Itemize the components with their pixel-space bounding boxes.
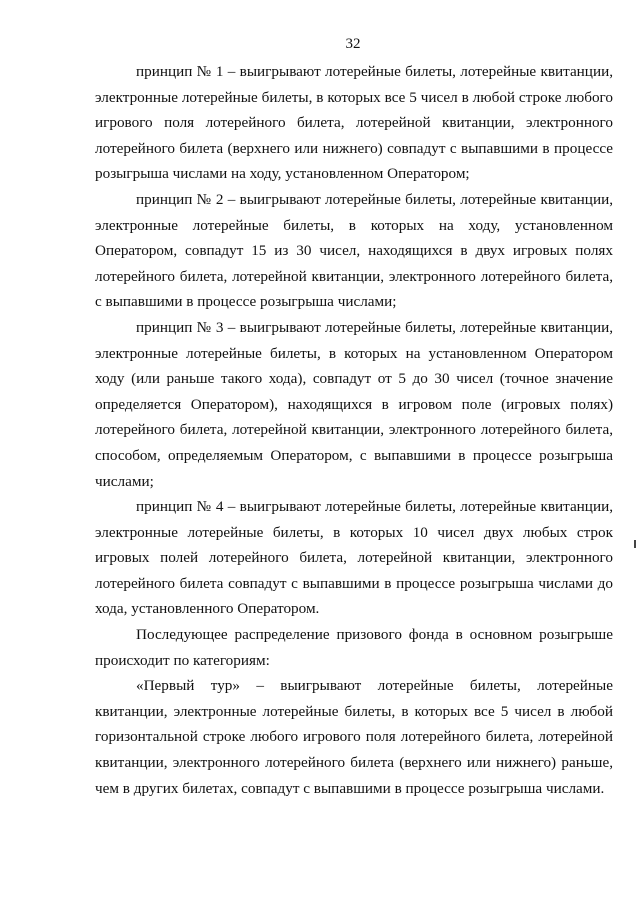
paragraph-prize-distribution: Последующее распределение призового фонда в основном розыгрыше происходит по категориям:	[95, 626, 613, 669]
page-number: 32	[345, 36, 361, 52]
paragraph-principle-1: принцип № 1 – выигрывают лотерейные билеты, лотерейные квитанции, электронные лотерейные билеты, в которых все 5 чисел в любой строке любого игрового поля лотерейного билета, лотерейной квитанции, электронного лотерейного билета (верхнего или нижнего) совпадут с выпавшими в процессе розыгрыша числами на ходу, установленном Оператором;	[95, 63, 613, 183]
paragraph-principle-4: принцип № 4 – выигрывают лотерейные билеты, лотерейные квитанции, электронные лотерейные билеты, в которых 10 чисел двух любых строк игровых полей лотерейного билета, лотерейной квитанции, электронного лотерейного билета совпадут с выпавшими в процессе розыгрыша числами до хода, установленного Оператором.	[95, 498, 613, 618]
paragraph-principle-2: принцип № 2 – выигрывают лотерейные билеты, лотерейные квитанции, электронные лотерейные билеты, в которых на ходу, установленном Оператором, совпадут 15 из 30 чисел, находящихся в двух игровых полях лотерейного билета, лотерейной квитанции, электронного лотерейного билета, с выпавшими в процессе розыгрыша числами;	[95, 190, 613, 311]
page-body	[95, 59, 613, 801]
paragraph-principle-3: принцип № 3 – выигрывают лотерейные билеты, лотерейные квитанции, электронные лотерейные билеты, в которых на установленном Оператором ходу (или раньше такого хода), совпадут от 5 до 30 чисел (точное значение определяется Оператором), находящихся в игровом поле (игровых полях) лотерейного билета, лотерейной квитанции, электронного лотерейного билета, способом, определяемым Оператором, с выпавшими в процессе розыгрыша числами;	[95, 318, 613, 490]
scan-edge-mark	[634, 540, 636, 548]
paragraph-first-round: «Первый тур» – выигрывают лотерейные билеты, лотерейные квитанции, электронные лотерейные билеты, в которых все 5 чисел в любой горизонтальной строке любого игрового поля лотерейного билета, лотерейной квитанции, электронного лотерейного билета (верхнего или нижнего) раньше, чем в других билетах, совпадут с выпавшими в процессе розыгрыша числами.	[95, 677, 613, 797]
